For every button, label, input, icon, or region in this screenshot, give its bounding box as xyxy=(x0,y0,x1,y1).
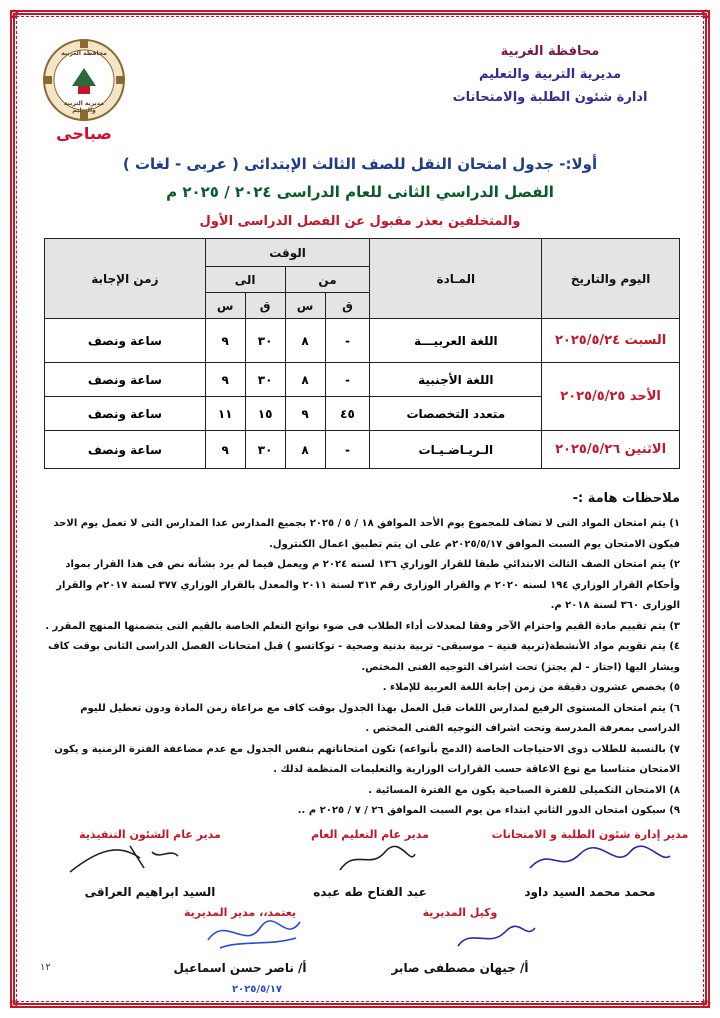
note-item: ٦) يتم امتحان المستوى الرفيع لمدارس اللغات قبل العمل بهذا الجدول بوقت كاف مع مراعاة زمن المادة ودون تعطيل لليوم الدراسى بمعرفة المدرسة وتحت اشراف التوجيه الفنى المختص . xyxy=(80,702,680,734)
to-minutes-cell: ١٥ xyxy=(245,397,285,431)
day-date-cell xyxy=(542,431,680,469)
subject-cell: اللغة الأجنبية xyxy=(370,363,542,397)
signature-scribble-icon xyxy=(450,918,540,958)
day-date-cell xyxy=(542,363,680,431)
signature-name: السيد ابراهيم العراقى xyxy=(84,885,216,899)
note-item: ٣) يتم تقييم مادة القيم واحترام الآخر وفقا لمعدلات أداء الطلاب فى ضوء نواتج التعلم الخاصة بالقيم التى يتضمنها المنهج المقرر . xyxy=(45,620,680,632)
to-hours-cell: ٩ xyxy=(205,431,245,469)
corner-ornament-icon: ✿ xyxy=(700,7,712,21)
subject-cell: الـريـاضـيـات xyxy=(370,431,542,469)
table-row xyxy=(45,363,680,397)
page-number: ١٢ xyxy=(40,962,51,973)
department-name: ادارة شئون الطلبة والامتحانات xyxy=(452,90,648,105)
notes-heading: ملاحظات هامة :- xyxy=(572,491,680,506)
note-item: ١) يتم امتحان المواد التى لا تضاف للمجموع يوم الأحد الموافق ١٨ / ٥ / ٢٠٢٥ بجميع المدارس عدا المدارس التى لا تعمل يوم الاحد فيكون الامتحان يوم السبت الموافق ٢٠٢٥/٥/١٧م على ان يتم تطبيق اعمال الكنترول. xyxy=(53,518,680,550)
duration-cell: ساعة ونصف xyxy=(45,397,206,431)
exam-date: ٢٠٢٥/٥/٢٦ xyxy=(555,442,621,457)
signature-name: أ/ جيهان مصطفى صابر xyxy=(391,961,529,975)
signature-scribble-icon xyxy=(60,838,190,878)
to-minutes-cell: ٣٠ xyxy=(245,363,285,397)
day-name: الاثنين xyxy=(624,442,667,457)
exam-date: ٢٠٢٥/٥/٢٤ xyxy=(554,333,621,348)
signature-name: محمد محمد السيد داود xyxy=(524,885,656,899)
signature-scribble-icon xyxy=(200,910,310,960)
header-time: الوقت xyxy=(205,239,370,267)
header-from-hours: س xyxy=(285,293,325,319)
notes-list xyxy=(40,514,680,822)
header-to: الى xyxy=(205,267,285,293)
table-row xyxy=(45,431,680,469)
signature-scribble-icon xyxy=(330,840,420,880)
to-hours-cell: ١١ xyxy=(205,397,245,431)
signature-role: يعتمد،، مدير المديرية xyxy=(183,906,297,919)
signature-role: وكيل المديرية xyxy=(422,906,498,919)
duration-cell: ساعة ونصف xyxy=(45,431,206,469)
from-minutes-cell: - xyxy=(325,431,370,469)
note-item: ٧) بالنسبة للطلاب ذوى الاحتياجات الخاصة (الدمج بأنواعه) تكون امتحاناتهم بنفس الجدول مع عدم مضاعفة الفترة الزمنية و يكون الامتحان متناسبا مع نوع الاعاقة حسب القرارات الوزارية والتعليمات المنظمة لذلك . xyxy=(54,743,680,775)
exam-schedule-table xyxy=(44,238,680,469)
governorate-name: محافظة الغربية xyxy=(500,44,600,59)
to-hours-cell: ٩ xyxy=(205,319,245,363)
from-minutes-cell: - xyxy=(325,363,370,397)
header-to-minutes: ق xyxy=(245,293,285,319)
from-minutes-cell: - xyxy=(325,319,370,363)
from-hours-cell: ٨ xyxy=(285,363,325,397)
subject-cell: متعدد التخصصات xyxy=(370,397,542,431)
logo-bottom-text: مديرية التربية والتعليم xyxy=(64,100,104,114)
table-row xyxy=(45,319,680,363)
corner-ornament-icon: ✿ xyxy=(8,7,20,21)
to-hours-cell: ٩ xyxy=(205,363,245,397)
from-hours-cell: ٨ xyxy=(285,431,325,469)
day-name: السبت xyxy=(624,333,667,348)
signature-name: أ/ ناصر حسن اسماعيل xyxy=(173,961,307,975)
corner-ornament-icon: ✿ xyxy=(700,997,712,1011)
stamp-date: ٢٠٢٥/٥/١٧ xyxy=(232,984,283,995)
note-item: ٥) يخصص عشرون دقيقة من زمن إجابة اللغة العربية للإملاء . xyxy=(382,682,680,693)
signature-scribble-icon xyxy=(520,840,680,880)
title-line-1: أولا:- جدول امتحان النقل للصف الثالث الإبتدائى ( عربى - لغات ) xyxy=(122,155,598,173)
header-from: من xyxy=(285,267,370,293)
title-line-2: الفصل الدراسي الثانى للعام الدراسى ٢٠٢٤ / ٢٠٢٥ م xyxy=(166,183,554,201)
duration-cell: ساعة ونصف xyxy=(45,319,206,363)
header-subject: المـادة xyxy=(370,239,542,319)
header-to-hours: س xyxy=(205,293,245,319)
from-minutes-cell: ٤٥ xyxy=(325,397,370,431)
signature-role: مدير عام التعليم العام xyxy=(311,828,429,841)
from-hours-cell: ٩ xyxy=(285,397,325,431)
subject-cell: اللغة العربيـــة xyxy=(370,319,542,363)
signature-role: مدير عام الشئون التنفيذية xyxy=(79,828,221,841)
note-item: ٨) الامتحان التكميلى للفترة الصباحية يكون مع الفترة المسائية . xyxy=(368,784,680,796)
exam-date: ٢٠٢٥/٥/٢٥ xyxy=(560,389,626,404)
to-minutes-cell: ٣٠ xyxy=(245,319,285,363)
day-name: الأحد xyxy=(629,389,661,404)
note-item: ٩) سيكون امتحان الدور الثاني ابتداء من يوم السبت الموافق ٢٦ / ٧ / ٢٠٢٥ م .. xyxy=(297,805,680,816)
day-date-cell xyxy=(542,319,680,363)
letterhead xyxy=(420,40,680,109)
corner-ornament-icon: ✿ xyxy=(8,997,20,1011)
header-duration: زمن الإجابة xyxy=(45,239,206,319)
header-day-date: اليوم والتاريخ xyxy=(542,239,680,319)
header-from-minutes: ق xyxy=(325,293,370,319)
shift-label: صباحى xyxy=(56,124,112,143)
signature-name: عبد الفتاح طه عبده xyxy=(313,885,427,899)
title-line-3: والمتخلفين بعذر مقبول عن الفصل الدراسى الأول xyxy=(199,214,521,229)
signature-role: مدير إدارة شئون الطلبة و الامتحانات xyxy=(491,828,689,841)
note-item: ٢) يتم امتحان الصف الثالث الابتدائي طبقا للقرار الوزاري ١٣٦ لسنه ٢٠٢٤ م ويعمل فيما لم يرد بشأنه نص فى هذا القرار بمواد وأحكام القرار الوزاري ١٩٤ لسنه ٢٠٢٠ م والقرار الوزارى رقم ٣١٣ لسنة ٢٠١١ والمعدل بالقرار الوزاري ٣٧٧ لسنة ٢٠١٧م والقرار الوزارى ٣٦٠ لسنة ٢٠١٨ م. xyxy=(56,559,680,611)
directorate-name: مديرية التربية والتعليم xyxy=(478,67,622,82)
from-hours-cell: ٨ xyxy=(285,319,325,363)
duration-cell: ساعة ونصف xyxy=(45,363,206,397)
to-minutes-cell: ٣٠ xyxy=(245,431,285,469)
logo-top-text: محافظة الغربية xyxy=(61,50,107,57)
note-item: ٤) يتم تقويم مواد الأنشطة(تربية فنية – موسيقى- تربية بدنية وصحية - توكاتسو ) قبل امتحانات الفصل الدراسى الثانى بوقت كاف ويشار اليها (اجتاز - لم يجتز) تحت اشراف التوجيه الفنى المختص. xyxy=(48,641,680,673)
